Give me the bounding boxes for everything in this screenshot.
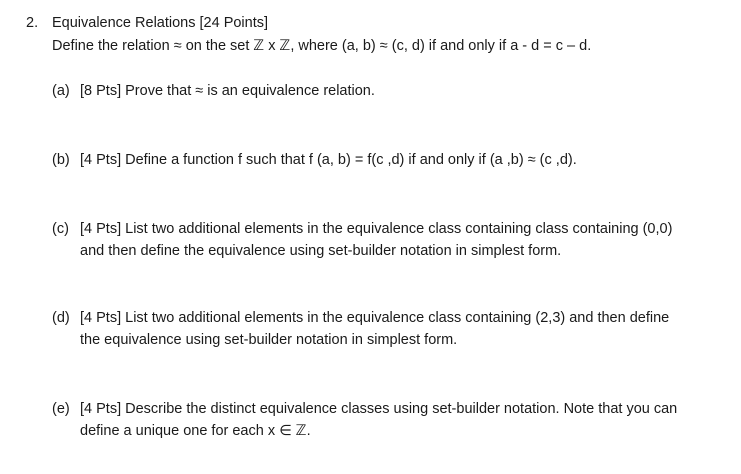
part-b-label: (b) bbox=[52, 152, 70, 168]
part-d-label: (d) bbox=[52, 310, 70, 326]
part-c-text-line-1: [4 Pts] List two additional elements in the equivalence class containing class containing (0,0) bbox=[80, 221, 673, 237]
part-c-label: (c) bbox=[52, 221, 69, 237]
part-a-text: [8 Pts] Prove that ≈ is an equivalence relation. bbox=[80, 83, 375, 99]
part-e-text-line-2: define a unique one for each x ∈ ℤ. bbox=[80, 423, 311, 439]
part-e-text-line-1: [4 Pts] Describe the distinct equivalence classes using set-builder notation. Note that you can bbox=[80, 401, 678, 417]
question-title: Equivalence Relations [24 Points] bbox=[52, 15, 269, 31]
part-d-text-line-2: the equivalence using set-builder notation in simplest form. bbox=[80, 332, 458, 348]
part-a-label: (a) bbox=[52, 83, 70, 99]
part-e-label: (e) bbox=[52, 401, 70, 417]
part-b-text: [4 Pts] Define a function f such that f (a, b) = f(c ,d) if and only if (a ,b) ≈ (c ,d). bbox=[80, 152, 577, 168]
question-number: 2. bbox=[26, 15, 39, 31]
part-d-text-line-1: [4 Pts] List two additional elements in the equivalence class containing (2,3) and then define bbox=[80, 310, 670, 326]
question-definition: Define the relation ≈ on the set ℤ x ℤ, where (a, b) ≈ (c, d) if and only if a - d = c – d. bbox=[52, 38, 592, 54]
part-c-text-line-2: and then define the equivalence using set-builder notation in simplest form. bbox=[80, 243, 562, 259]
